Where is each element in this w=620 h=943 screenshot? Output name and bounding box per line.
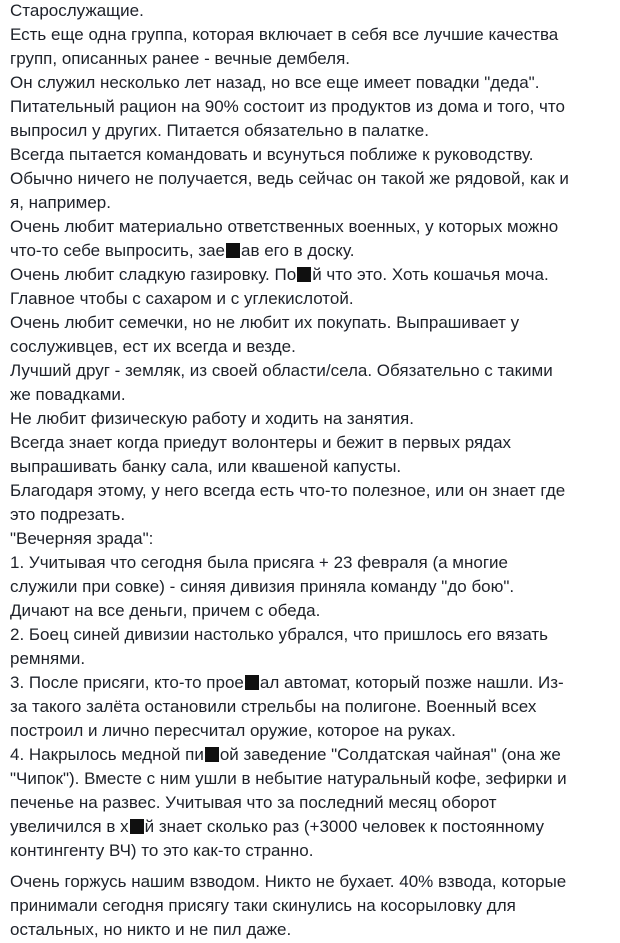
text-segment: ав его в доску. [240, 241, 355, 260]
text-segment: печенье на развес. Учитывая что за последний месяц оборот [10, 793, 497, 812]
text-segment: увеличился в х [10, 817, 129, 836]
text-line [10, 455, 612, 479]
text-segment: 3. После присяги, кто-то прое [10, 673, 244, 692]
text-segment: ой заведение "Солдатская чайная" (она же [219, 745, 561, 764]
text-segment: Очень любит материально ответственных военных, у которых можно [10, 217, 559, 236]
text-segment: за такого залёта остановили стрельбы на полигоне. Военный всех [10, 697, 537, 716]
text-line [10, 575, 612, 599]
text-segment: я, например. [10, 193, 111, 212]
redaction-box [297, 267, 311, 282]
text-line [10, 839, 612, 863]
text-line [10, 191, 612, 215]
text-line [10, 167, 612, 191]
text-segment: й что это. Хоть кошачья моча. [312, 265, 549, 284]
text-line [10, 143, 612, 167]
text-segment: остальных, но никто и не пил даже. [10, 920, 292, 939]
text-line [10, 479, 612, 503]
text-segment: Питательный рацион на 90% состоит из продуктов из дома и того, что [10, 97, 565, 116]
text-segment: что-то себе выпросить, зае [10, 241, 225, 260]
text-segment: групп, описанных ранее - вечные дембеля. [10, 49, 350, 68]
text-line [10, 119, 612, 143]
text-line [10, 431, 612, 455]
text-line [10, 383, 612, 407]
text-segment: Есть еще одна группа, которая включает в себя все лучшие качества [10, 25, 559, 44]
text-segment: ал автомат, который позже нашли. Из- [259, 673, 564, 692]
text-line [10, 215, 612, 239]
text-segment: 1. Учитывая что сегодня была присяга + 23 февраля (а многие [10, 553, 508, 572]
text-line [10, 527, 612, 551]
text-line [10, 71, 612, 95]
text-segment: й знает сколько раз (+3000 человек к постоянному [144, 817, 544, 836]
text-line [10, 767, 612, 791]
text-segment: Не любит физическую работу и ходить на занятия. [10, 409, 414, 428]
text-line [10, 287, 612, 311]
text-segment: Он служил несколько лет назад, но все еще имеет повадки "деда". [10, 73, 540, 92]
text-line [10, 23, 612, 47]
text-segment: Очень любит сладкую газировку. По [10, 265, 297, 284]
text-segment: же повадками. [10, 385, 126, 404]
text-line [10, 407, 612, 431]
text-line [10, 551, 612, 575]
text-segment: выпросил у других. Питается обязательно в палатке. [10, 121, 429, 140]
text-line [10, 815, 612, 839]
text-line [10, 95, 612, 119]
text-line [10, 503, 612, 527]
text-segment: 2. Боец синей дивизии настолько убрался, что пришлось его вязать [10, 625, 549, 644]
redaction-box [226, 243, 240, 258]
text-line [10, 719, 612, 743]
text-segment: Лучший друг - земляк, из своей области/села. Обязательно с такими [10, 361, 553, 380]
text-segment: построил и лично пересчитал оружие, которое на руках. [10, 721, 456, 740]
text-segment: Обычно ничего не получается, ведь сейчас он такой же рядовой, как и [10, 169, 569, 188]
text-segment: сослуживцев, ест их всегда и везде. [10, 337, 296, 356]
text-segment: "Чипок"). Вместе с ним ушли в небытие натуральный кофе, зефирки и [10, 769, 567, 788]
text-segment: "Вечерняя зрада": [10, 529, 154, 548]
redaction-box [205, 747, 219, 762]
text-line [10, 671, 612, 695]
redaction-box [130, 819, 144, 834]
text-segment: Старослужащие. [10, 1, 144, 20]
text-line [10, 0, 612, 23]
text-segment: Очень горжусь нашим взводом. Никто не бухает. 40% взвода, которые [10, 872, 567, 891]
text-line [10, 647, 612, 671]
post-paragraph-main [10, 0, 612, 863]
text-segment: Главное чтобы с сахаром и с углекислотой. [10, 289, 354, 308]
text-segment: служили при совке) - синяя дивизия приняла команду "до бою". [10, 577, 515, 596]
text-segment: Всегда знает когда приедут волонтеры и бежит в первых рядах [10, 433, 512, 452]
text-segment: 4. Накрылось медной пи [10, 745, 204, 764]
text-line [10, 335, 612, 359]
text-line [10, 263, 612, 287]
text-segment: Дичают на все деньги, причем с обеда. [10, 601, 321, 620]
text-line [10, 918, 612, 942]
text-segment: контингенту ВЧ) то это как-то странно. [10, 841, 314, 860]
text-segment: выпрашивать банку сала, или квашеной капусты. [10, 457, 402, 476]
text-line [10, 791, 612, 815]
text-segment: принимали сегодня присягу таки скинулись на косорыловку для [10, 896, 516, 915]
text-segment: ремнями. [10, 649, 86, 668]
text-segment: это подрезать. [10, 505, 126, 524]
text-line [10, 894, 612, 918]
text-line [10, 311, 612, 335]
text-line [10, 239, 612, 263]
post-paragraph-closing [10, 870, 612, 942]
text-line [10, 47, 612, 71]
redaction-box [245, 675, 259, 690]
text-line [10, 743, 612, 767]
text-line [10, 695, 612, 719]
text-segment: Очень любит семечки, но не любит их покупать. Выпрашивает у [10, 313, 520, 332]
text-segment: Всегда пытается командовать и всунуться поближе к руководству. [10, 145, 534, 164]
text-line [10, 623, 612, 647]
text-line [10, 599, 612, 623]
text-line [10, 870, 612, 894]
text-segment: Благодаря этому, у него всегда есть что-то полезное, или он знает где [10, 481, 566, 500]
text-line [10, 359, 612, 383]
